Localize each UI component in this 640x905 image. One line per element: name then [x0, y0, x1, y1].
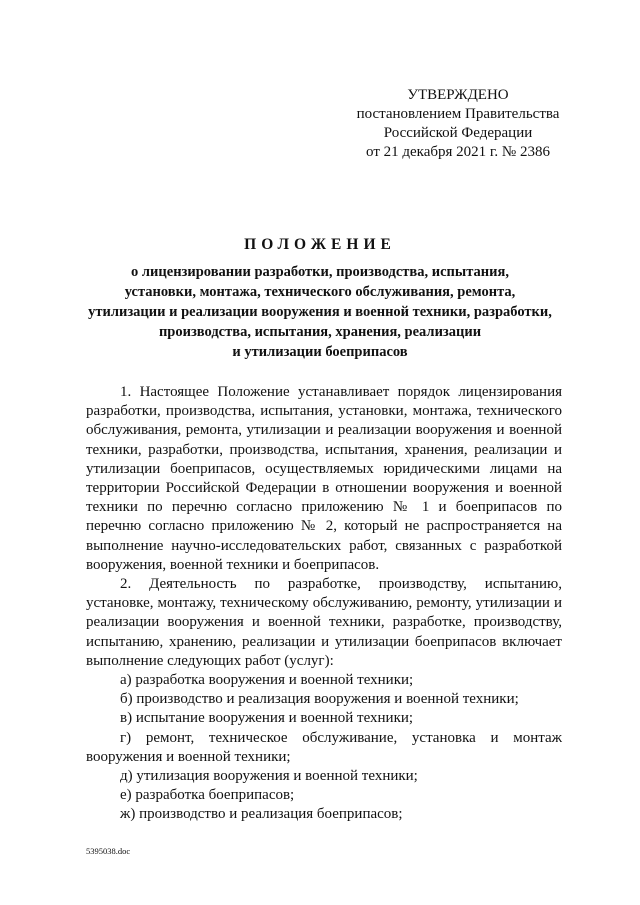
approval-heading: УТВЕРЖДЕНО	[407, 87, 509, 103]
document-body	[86, 383, 562, 825]
subtitle-line: утилизации и реализации вооружения и военной техники, разработки,	[88, 304, 552, 320]
subtitle-line: установки, монтажа, технического обслуживания, ремонта,	[124, 284, 516, 300]
footer-filename: 5395038.doc	[86, 846, 131, 856]
document-title: ПОЛОЖЕНИЕ	[244, 236, 396, 253]
approval-line: постановлением Правительства	[356, 106, 560, 122]
approval-line: Российской Федерации	[383, 125, 533, 141]
list-item-e: е) разработка боеприпасов;	[120, 787, 295, 804]
list-item-zh: ж) производство и реализация боеприпасов;	[120, 806, 403, 823]
paragraph-2: 2. Деятельность по разработке, производству, испытанию, установке, монтажу, техническому обслуживанию, ремонту, утилизации и реализации вооружения и военной техники, разработке, производству, испытанию, хранению, реализации и утилизации боеприпасов включает выполнение следующих работ (услуг):	[86, 576, 562, 669]
subtitle-line: и утилизации боеприпасов	[232, 344, 408, 360]
list-item-g: г) ремонт, техническое обслуживание, установка и монтаж вооружения и военной техники;	[86, 729, 562, 765]
approval-date-number: от 21 декабря 2021 г. № 2386	[366, 144, 550, 160]
paragraph-1: 1. Настоящее Положение устанавливает порядок лицензирования разработки, производства, испытания, установки, монтажа, технического обслуживания, ремонта, утилизации и реализации вооружения и военной техники, разработки, производства, испытания, хранения, реализации и утилизации боеприпасов, осуществляемых юридическими лицами на территории Российской Федерации в отношении вооружения и военной техники по перечню согласно приложению № 1 и боеприпасов по перечню согласно приложению № 2, который не распространяется на выполнение научно-исследовательских работ, связанных с разработкой вооружения, военной техники и боеприпасов.	[86, 384, 562, 573]
approval-block	[330, 86, 586, 162]
list-item-v: в) испытание вооружения и военной техники;	[120, 710, 414, 727]
subtitle-line: о лицензировании разработки, производства, испытания,	[131, 264, 509, 280]
list-item-b: б) производство и реализация вооружения и военной техники;	[120, 691, 519, 708]
subtitle-line: производства, испытания, хранения, реализации	[158, 324, 482, 340]
document-subtitle	[60, 262, 580, 362]
list-item-a: а) разработка вооружения и военной техники;	[120, 672, 414, 689]
list-item-d: д) утилизация вооружения и военной техники;	[120, 768, 418, 785]
